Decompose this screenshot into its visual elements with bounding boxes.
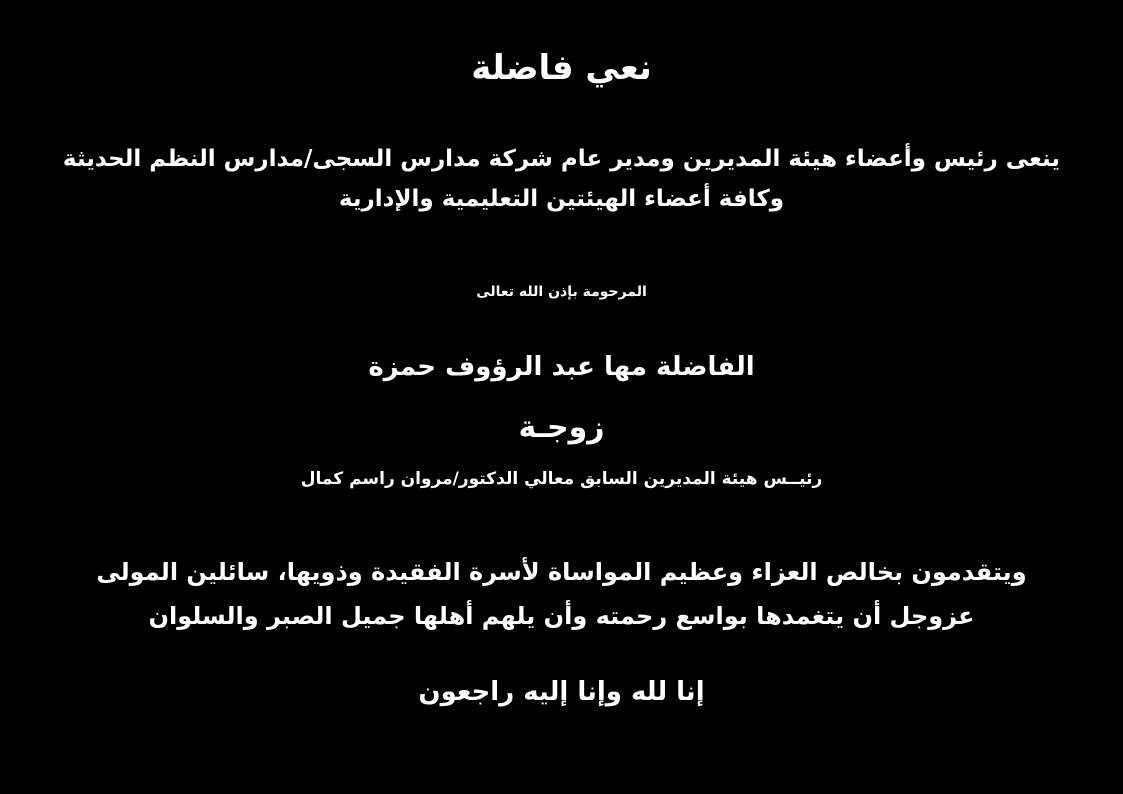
deceased-name: الفاضلة مها عبد الرؤوف حمزة bbox=[368, 352, 755, 382]
notice-title: نعي فاضلة bbox=[471, 48, 652, 88]
husband-line: رئيــس هيئة المديرين السابق معالي الدكتور/مروان راسم كمال bbox=[300, 469, 823, 489]
condolence-line-2: عزوجل أن يتغمدها بواسع رحمته وأن يلهم أهلها جميل الصبر والسلوان bbox=[148, 602, 975, 630]
intro-line-2: وكافة أعضاء الهيئتين التعليمية والإدارية bbox=[338, 186, 785, 212]
late-prefix: المرحومة بإذن الله تعالى bbox=[476, 284, 647, 300]
closing-verse: إنا لله وإنا إليه راجعون bbox=[418, 677, 705, 707]
condolence-line-1: ويتقدمون بخالص العزاء وعظيم المواساة لأسرة الفقيدة وذويها، سائلين المولى bbox=[96, 558, 1027, 586]
intro-line-1: ينعى رئيس وأعضاء هيئة المديرين ومدير عام شركة مدارس السجى/مدارس النظم الحديثة bbox=[62, 146, 1061, 172]
relation-label: زوجـة bbox=[518, 410, 605, 445]
